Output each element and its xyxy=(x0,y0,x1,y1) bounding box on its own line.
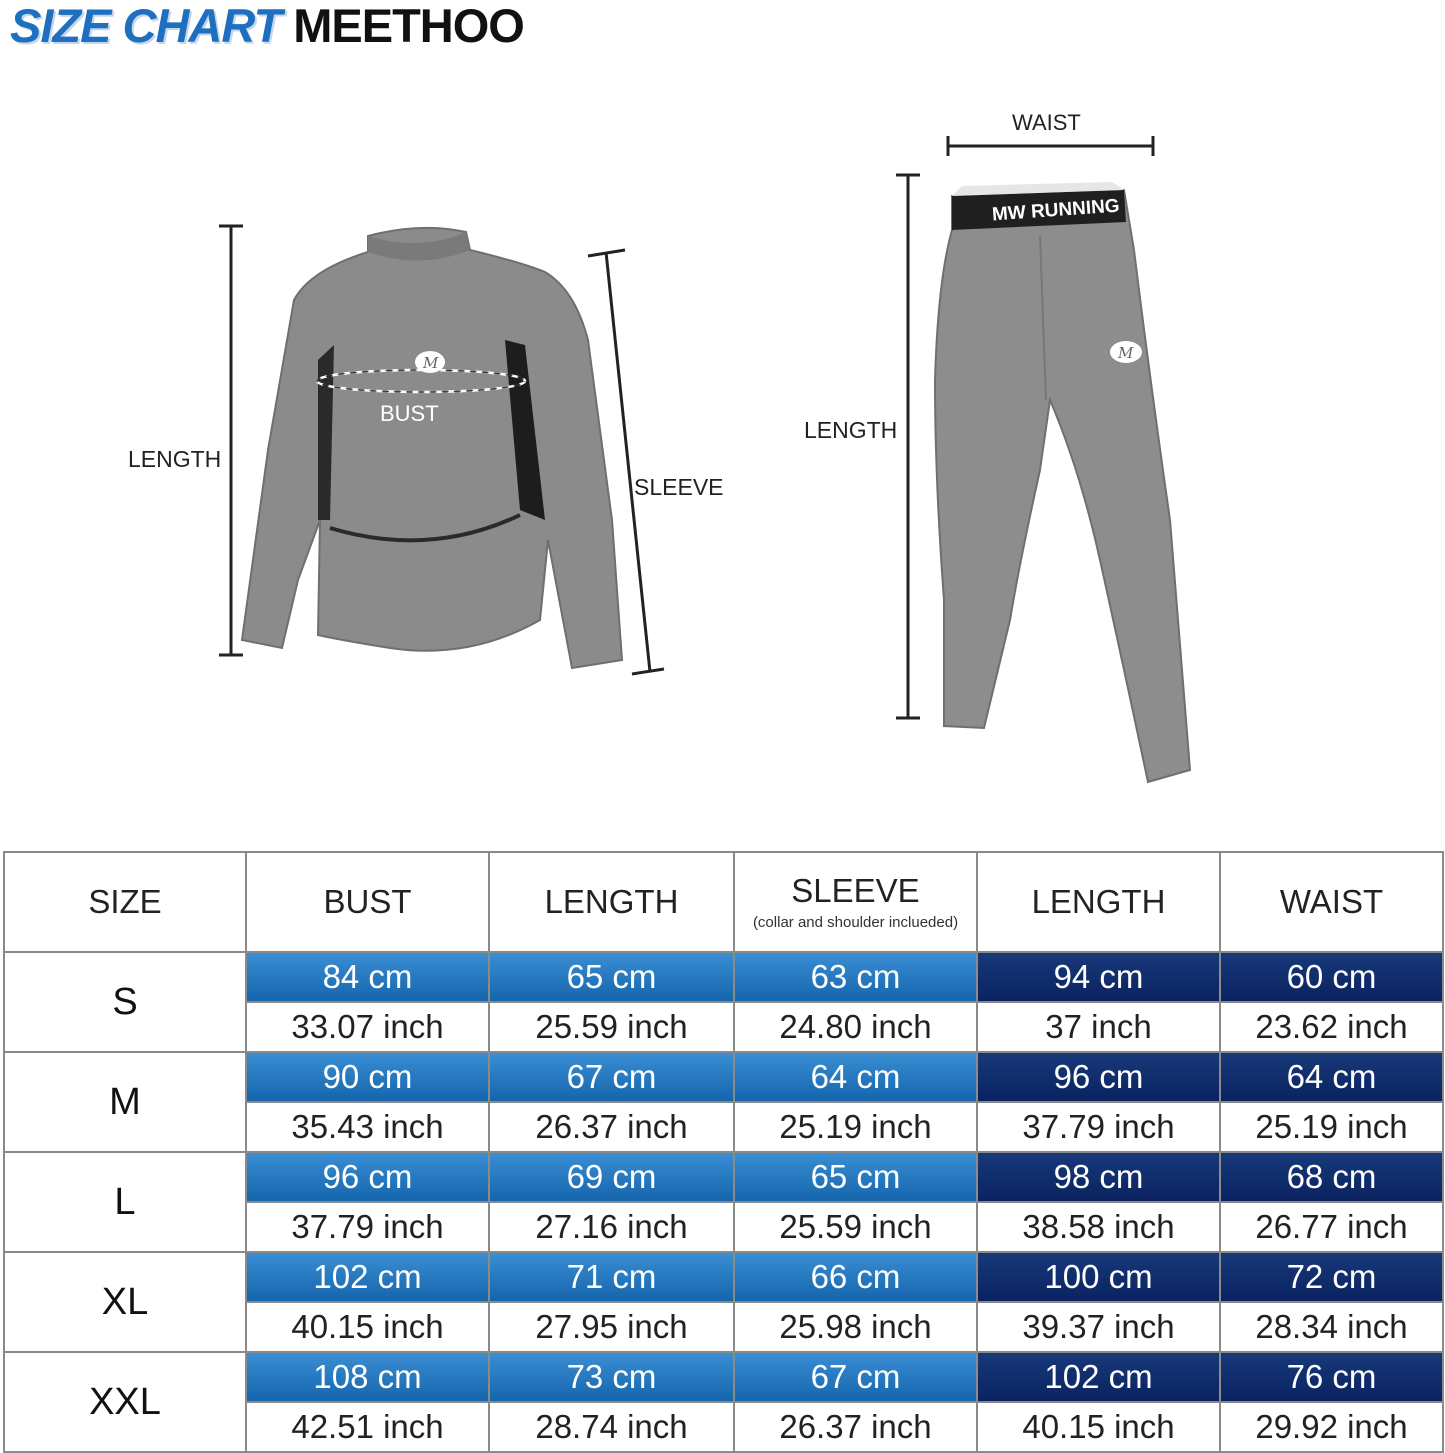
cm-value-cell: 96 cm xyxy=(977,1052,1220,1102)
inch-value-cell: 23.62 inch xyxy=(1220,1002,1443,1052)
inch-value-cell: 38.58 inch xyxy=(977,1202,1220,1252)
pants-length-label: LENGTH xyxy=(804,417,898,443)
shirt-length-label: LENGTH xyxy=(128,446,222,472)
inch-value-cell: 37.79 inch xyxy=(246,1202,489,1252)
inch-value-cell: 35.43 inch xyxy=(246,1102,489,1152)
cm-value-cell: 68 cm xyxy=(1220,1152,1443,1202)
garment-drawing xyxy=(0,60,1445,820)
cm-value-cell: 94 cm xyxy=(977,952,1220,1002)
size-cell: XXL xyxy=(4,1352,246,1452)
inch-value-cell: 29.92 inch xyxy=(1220,1402,1443,1452)
column-header xyxy=(4,852,246,952)
garment-illustration xyxy=(0,60,1445,820)
inch-value-cell: 25.59 inch xyxy=(489,1002,734,1052)
inch-value-cell: 26.37 inch xyxy=(734,1402,977,1452)
inch-value-cell: 25.98 inch xyxy=(734,1302,977,1352)
cm-value-cell: 66 cm xyxy=(734,1252,977,1302)
column-header xyxy=(1220,852,1443,952)
inch-value-cell: 42.51 inch xyxy=(246,1402,489,1452)
table-row xyxy=(4,952,1443,1002)
cm-value-cell: 64 cm xyxy=(734,1052,977,1102)
column-header-label: SIZE xyxy=(88,882,162,920)
cm-value-cell: 67 cm xyxy=(489,1052,734,1102)
waistband-text: MW RUNNING xyxy=(991,195,1121,226)
cm-value-cell: 65 cm xyxy=(734,1152,977,1202)
inch-value-cell: 40.15 inch xyxy=(977,1402,1220,1452)
pants-length-measure xyxy=(896,175,920,718)
cm-value-cell: 96 cm xyxy=(246,1152,489,1202)
sleeve-label: SLEEVE xyxy=(634,474,724,500)
cm-value-cell: 63 cm xyxy=(734,952,977,1002)
cm-value-cell: 71 cm xyxy=(489,1252,734,1302)
inch-value-cell: 27.95 inch xyxy=(489,1302,734,1352)
inch-value-cell: 28.74 inch xyxy=(489,1402,734,1452)
bust-label: BUST xyxy=(380,401,439,426)
cm-value-cell: 69 cm xyxy=(489,1152,734,1202)
inch-value-cell: 40.15 inch xyxy=(246,1302,489,1352)
table-row xyxy=(4,1052,1443,1102)
inch-value-cell: 26.77 inch xyxy=(1220,1202,1443,1252)
cm-value-cell: 76 cm xyxy=(1220,1352,1443,1402)
cm-value-cell: 102 cm xyxy=(246,1252,489,1302)
inch-value-cell: 25.59 inch xyxy=(734,1202,977,1252)
cm-value-cell: 64 cm xyxy=(1220,1052,1443,1102)
inch-value-cell: 37 inch xyxy=(977,1002,1220,1052)
inch-value-cell: 33.07 inch xyxy=(246,1002,489,1052)
shirt-shape xyxy=(242,228,622,668)
cm-value-cell: 108 cm xyxy=(246,1352,489,1402)
size-cell: S xyxy=(4,952,246,1052)
inch-value-cell: 24.80 inch xyxy=(734,1002,977,1052)
size-cell: XL xyxy=(4,1252,246,1352)
svg-text:M: M xyxy=(1118,344,1134,362)
column-header-note: (collar and shoulder inclueded) xyxy=(752,913,959,931)
column-header-label: LENGTH xyxy=(544,882,679,920)
cm-value-cell: 102 cm xyxy=(977,1352,1220,1402)
cm-value-cell: 100 cm xyxy=(977,1252,1220,1302)
inch-value-cell: 25.19 inch xyxy=(734,1102,977,1152)
pants-shape xyxy=(935,182,1190,782)
table-row xyxy=(4,1152,1443,1202)
column-header xyxy=(977,852,1220,952)
size-cell: L xyxy=(4,1152,246,1252)
column-header xyxy=(246,852,489,952)
inch-value-cell: 27.16 inch xyxy=(489,1202,734,1252)
table-row xyxy=(4,1352,1443,1402)
column-header xyxy=(489,852,734,952)
column-header-label: BUST xyxy=(323,882,412,920)
size-cell: M xyxy=(4,1052,246,1152)
inch-value-cell: 37.79 inch xyxy=(977,1102,1220,1152)
cm-value-cell: 98 cm xyxy=(977,1152,1220,1202)
cm-value-cell: 67 cm xyxy=(734,1352,977,1402)
shirt-length-measure xyxy=(219,226,243,655)
waist-label: WAIST xyxy=(1012,110,1081,135)
column-header-label: WAIST xyxy=(1279,882,1384,920)
title-brand: MEETHOO xyxy=(293,0,524,52)
cm-value-cell: 72 cm xyxy=(1220,1252,1443,1302)
header-row xyxy=(4,852,1443,952)
column-header-label: SLEEVE xyxy=(791,871,920,909)
cm-value-cell: 73 cm xyxy=(489,1352,734,1402)
title-size-chart: SIZE CHART xyxy=(10,0,282,52)
cm-value-cell: 84 cm xyxy=(246,952,489,1002)
column-header-label: LENGTH xyxy=(1031,882,1166,920)
inch-value-cell: 25.19 inch xyxy=(1220,1102,1443,1152)
cm-value-cell: 60 cm xyxy=(1220,952,1443,1002)
cm-value-cell: 65 cm xyxy=(489,952,734,1002)
inch-value-cell: 39.37 inch xyxy=(977,1302,1220,1352)
waist-measure xyxy=(948,136,1153,156)
cm-value-cell: 90 cm xyxy=(246,1052,489,1102)
svg-text:M: M xyxy=(423,354,439,372)
size-table xyxy=(3,851,1444,1453)
page-title xyxy=(10,0,524,52)
table-row xyxy=(4,1252,1443,1302)
inch-value-cell: 26.37 inch xyxy=(489,1102,734,1152)
inch-value-cell: 28.34 inch xyxy=(1220,1302,1443,1352)
column-header xyxy=(734,852,977,952)
